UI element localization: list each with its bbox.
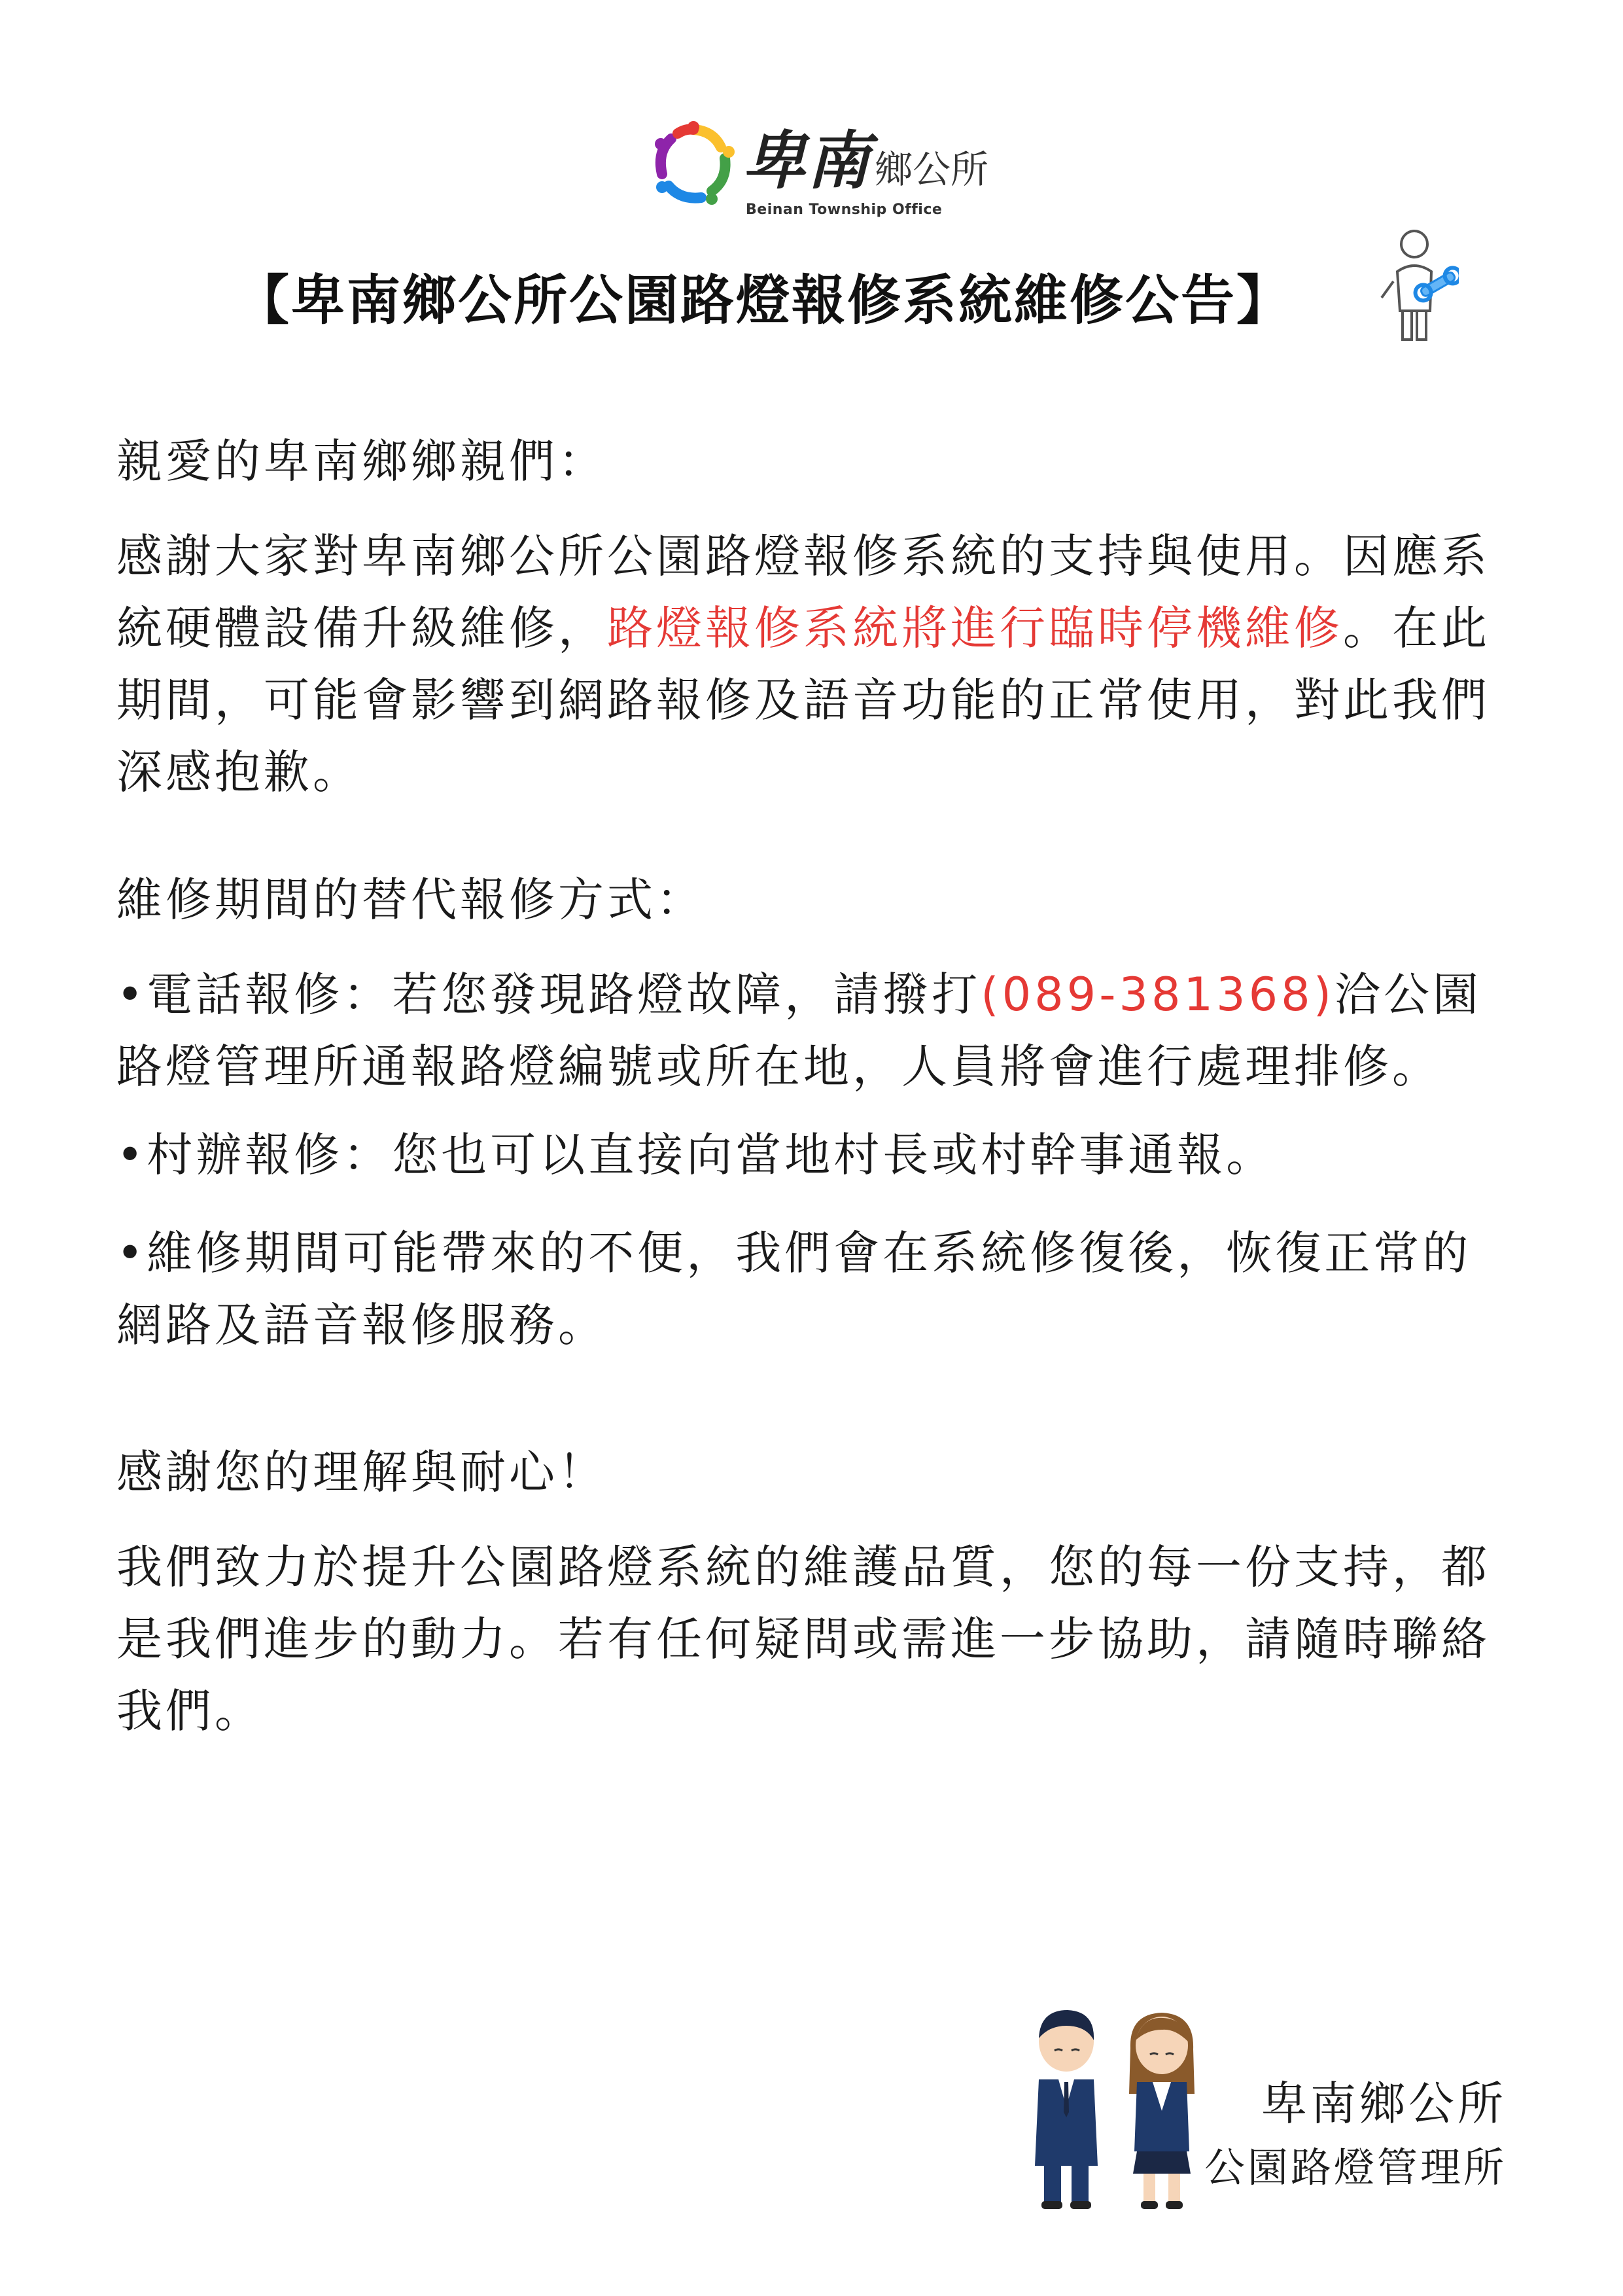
logo-english-name: Beinan Township Office — [746, 202, 943, 218]
signature-department: 公園路燈管理所 — [1204, 2144, 1507, 2191]
logo-name-sub: 鄉公所 — [875, 147, 989, 192]
logo-name — [742, 111, 988, 201]
intro-text-before: 感謝大家對卑南鄉公所公園路燈報修系統的支持與使用。因應系統硬體設備升級維修， — [116, 529, 1490, 655]
maintenance-worker-icon — [1374, 226, 1459, 344]
bullet-inconvenience-note: •維修期間可能帶來的不便，我們會在系統修復後，恢復正常的網路及語音報修服務。 — [116, 1226, 1472, 1352]
bullet-phone-text-before: •電話報修：若您發現路燈故障，請撥打 — [116, 968, 981, 1021]
signature-organization: 卑南鄉公所 — [1261, 2077, 1507, 2130]
page-title: 【卑南鄉公所公園路燈報修系統維修公告】 — [236, 270, 1293, 332]
closing-paragraph: 我們致力於提升公園路燈系統的維護品質，您的每一份支持，都是我們進步的動力。若有任何疑問或需進一步協助，請隨時聯絡我們。 — [116, 1540, 1490, 1738]
bowing-woman-icon — [1129, 2013, 1195, 2209]
logo-name-main: 卑南 — [742, 124, 871, 198]
signature-block — [1204, 2071, 1507, 2199]
thanks-text: 感謝您的理解與耐心！ — [116, 1445, 607, 1499]
township-logo — [648, 111, 988, 222]
intro-highlight-text: 路燈報修系統將進行臨時停機維修 — [607, 601, 1343, 655]
bullet-village-repair: •村辦報修：您也可以直接向當地村長或村幹事通報。 — [116, 1128, 1276, 1182]
bullet-phone-repair — [116, 959, 1510, 1103]
bowing-man-icon — [1035, 2010, 1098, 2209]
logo-people-icon — [648, 118, 739, 209]
phone-number: (089-381368) — [981, 968, 1335, 1021]
bullet-phone-text-after: 洽公園路燈管理所通報路燈編號或所在地，人員將會進行處理排修。 — [116, 968, 1482, 1093]
intro-text-after: 。在此期間，可能會影響到網路報修及語音功能的正常使用，對此我們深感抱歉。 — [116, 601, 1490, 799]
alternative-methods-heading: 維修期間的替代報修方式： — [116, 873, 705, 927]
bowing-staff-illustration — [1014, 2002, 1217, 2218]
greeting-text: 親愛的卑南鄉鄉親們： — [116, 434, 607, 488]
intro-paragraph — [116, 520, 1510, 808]
